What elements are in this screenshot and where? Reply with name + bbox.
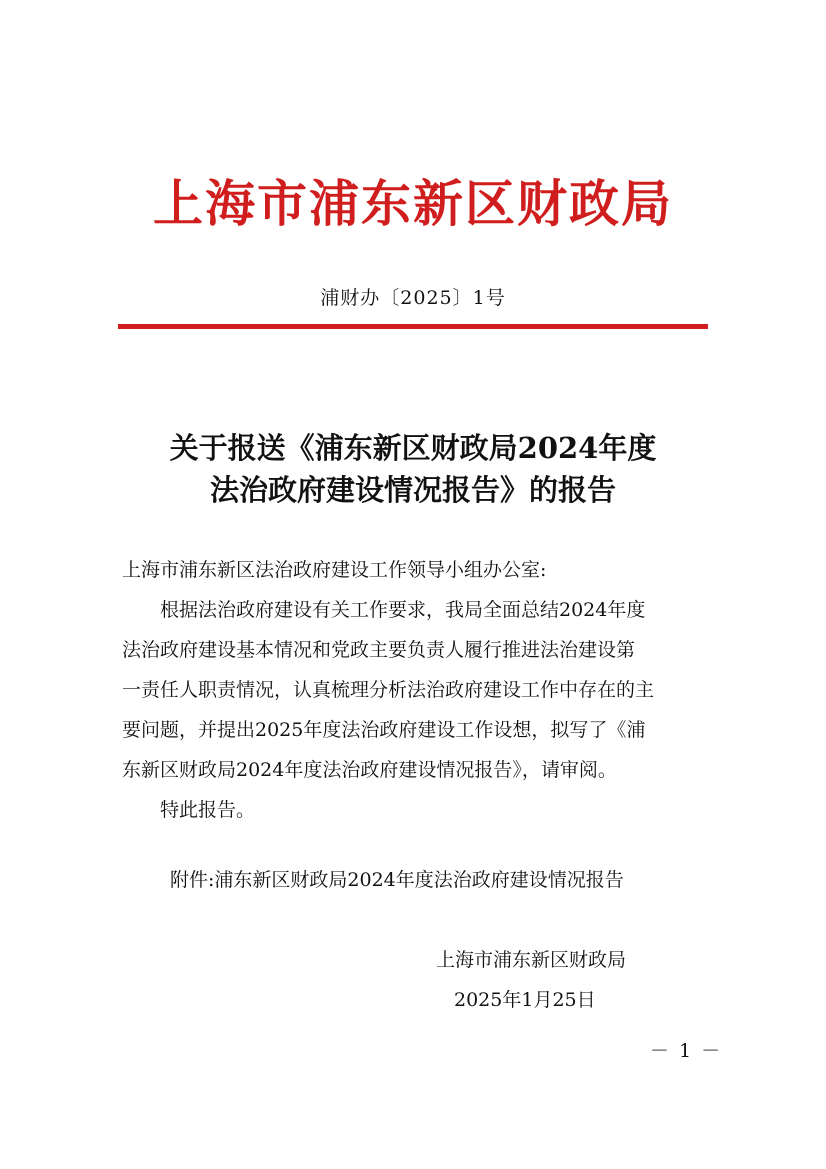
closing-remark: 特此报告。 xyxy=(160,799,256,821)
red-divider-line xyxy=(118,324,708,329)
attachment-note: 附件:浦东新区财政局2024年度法治政府建设情况报告 xyxy=(170,869,624,891)
paragraph-line: 要问题，并提出2025年度法治政府建设工作设想，拟写了《浦 xyxy=(122,719,646,741)
signature-date: 2025年1月25日 xyxy=(454,989,596,1011)
paragraph-line: 根据法治政府建设有关工作要求，我局全面总结2024年度 xyxy=(160,599,646,621)
body-paragraph xyxy=(122,590,712,790)
signature-organization: 上海市浦东新区财政局 xyxy=(436,949,627,971)
issuer-title: 上海市浦东新区财政局 xyxy=(153,174,673,233)
paragraph-line: 东新区财政局2024年度法治政府建设情况报告》，请审阅。 xyxy=(122,759,617,781)
document-title-line-1: 关于报送《浦东新区财政局2024年度 xyxy=(169,431,657,465)
paragraph-line: 法治政府建设基本情况和党政主要负责人履行推进法治建设第 xyxy=(122,639,636,661)
document-title-line-2: 法治政府建设情况报告》的报告 xyxy=(209,473,616,507)
page-number: － 1 － xyxy=(650,1040,723,1062)
paragraph-line: 一责任人职责情况，认真梳理分析法治政府建设工作中存在的主 xyxy=(122,679,655,701)
addressee: 上海市浦东新区法治政府建设工作领导小组办公室: xyxy=(122,559,547,581)
document-number: 浦财办〔2025〕1号 xyxy=(320,287,506,309)
